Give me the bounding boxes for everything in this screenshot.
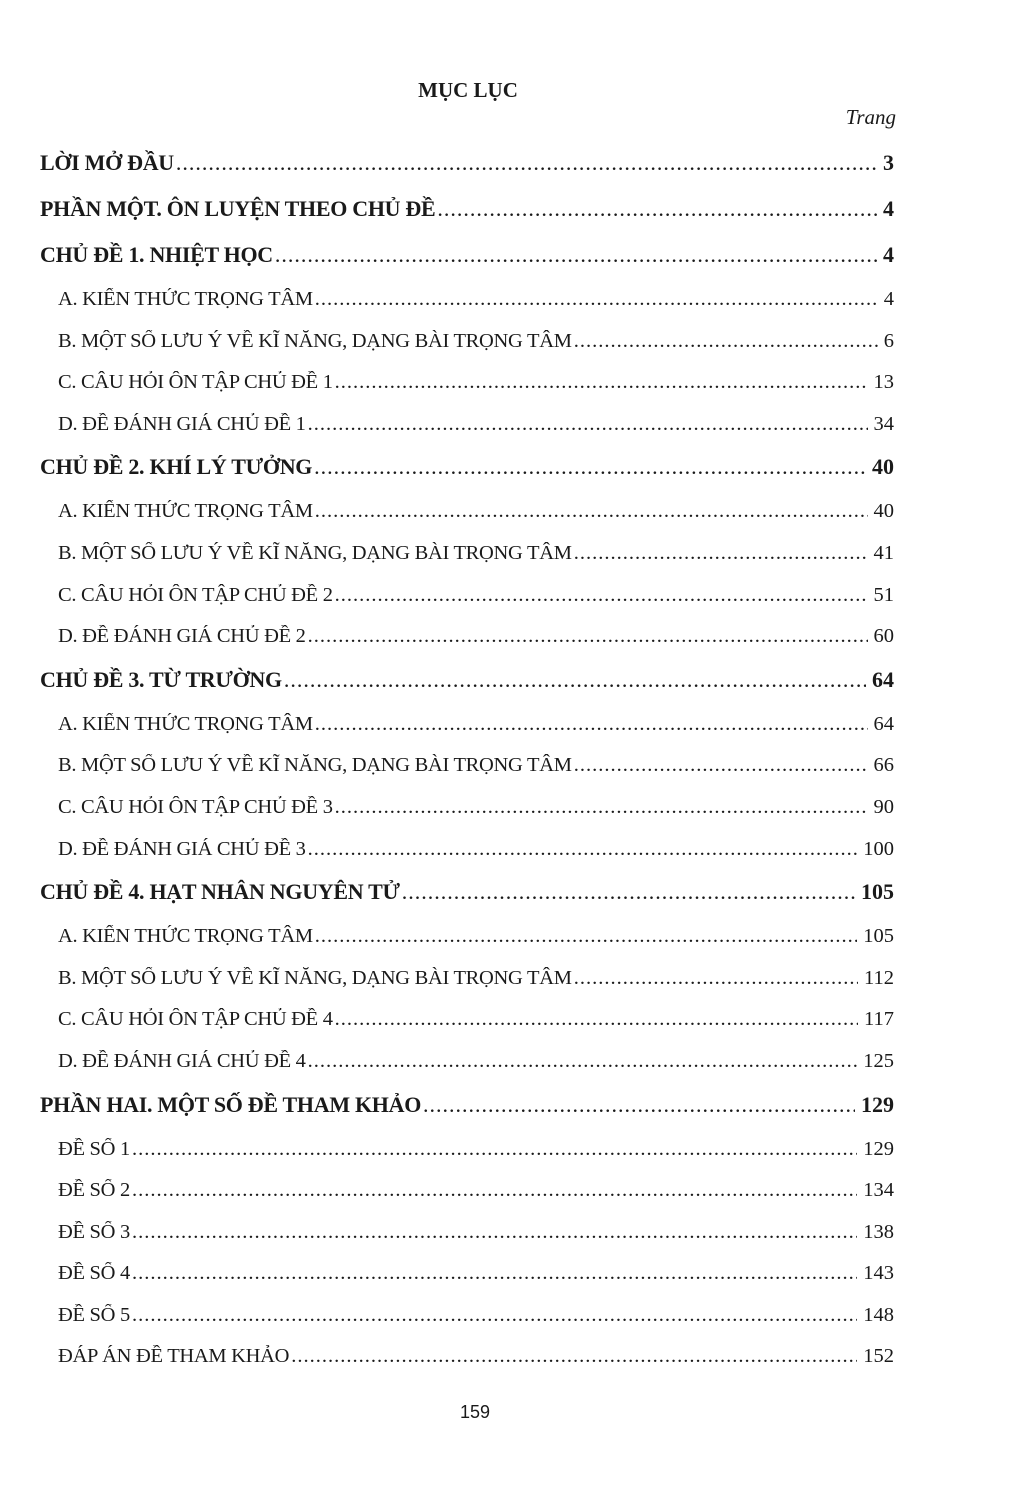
toc-entry-page: 134 (863, 1179, 894, 1202)
toc-entry[interactable] (40, 330, 894, 372)
dot-leader (132, 1304, 857, 1327)
dot-leader (284, 667, 866, 693)
toc-entry[interactable] (40, 584, 894, 626)
dot-leader (314, 454, 866, 480)
toc-entry[interactable] (40, 413, 894, 455)
toc-entry-page: 64 (873, 712, 894, 735)
toc-entry-page: 138 (863, 1220, 894, 1243)
toc-entry-label: D. ĐỀ ĐÁNH GIÁ CHỦ ĐỀ 4 (58, 1049, 306, 1072)
dot-leader (335, 584, 868, 607)
toc-section-entry[interactable] (40, 879, 894, 925)
toc-entry-label: PHẦN MỘT. ÔN LUYỆN THEO CHỦ ĐỀ (40, 196, 436, 221)
toc-entry-label: ĐỀ SỐ 1 (58, 1137, 130, 1160)
toc-entry-label: C. CÂU HỎI ÔN TẬP CHỦ ĐỀ 4 (58, 1008, 333, 1031)
toc-entry-label: CHỦ ĐỀ 3. TỪ TRƯỜNG (40, 666, 282, 692)
toc-entry-page: 112 (864, 966, 894, 989)
toc-entry-label: B. MỘT SỐ LƯU Ý VỀ KĨ NĂNG, DẠNG BÀI TRỌNG TÂM (58, 966, 572, 989)
dot-leader (315, 288, 878, 311)
toc-entry[interactable] (40, 1008, 894, 1050)
toc-entry-page: 129 (861, 1091, 894, 1117)
toc-entry-page: 148 (863, 1303, 894, 1326)
toc-entry-label: PHẦN HAI. MỘT SỐ ĐỀ THAM KHẢO (40, 1091, 422, 1117)
page-number: 159 (459, 1402, 491, 1422)
toc-entry-label: A. KIẾN THỨC TRỌNG TÂM (58, 712, 313, 735)
table-of-contents (40, 150, 894, 1387)
toc-entry-page: 41 (873, 541, 894, 564)
toc-section-entry[interactable] (40, 454, 894, 500)
toc-entry-label: C. CÂU HỎI ÔN TẬP CHỦ ĐỀ 2 (58, 583, 333, 606)
toc-entry-label: A. KIẾN THỨC TRỌNG TÂM (58, 288, 313, 310)
toc-entry-page: 105 (863, 925, 894, 948)
toc-entry-label: ĐỀ SỐ 3 (58, 1220, 130, 1243)
page-title: MỤC LỤC (418, 78, 518, 102)
toc-entry[interactable] (40, 925, 894, 967)
toc-entry-page: 105 (861, 879, 894, 905)
dot-leader (308, 413, 868, 436)
toc-entry-label: ĐÁP ÁN ĐỀ THAM KHẢO (58, 1345, 290, 1368)
toc-entry-label: D. ĐỀ ĐÁNH GIÁ CHỦ ĐỀ 1 (58, 412, 306, 435)
toc-entry-page: 60 (873, 625, 894, 648)
toc-entry[interactable] (40, 1050, 894, 1092)
dot-leader (132, 1138, 857, 1161)
toc-entry-label: ĐỀ SỐ 5 (58, 1303, 130, 1326)
toc-entry-page: 64 (872, 666, 894, 692)
dot-leader (437, 196, 877, 222)
toc-entry-label: CHỦ ĐỀ 2. KHÍ LÝ TƯỞNG (40, 454, 313, 480)
dot-leader (402, 879, 855, 905)
page-column-label: Trang (845, 105, 896, 129)
toc-entry[interactable] (40, 796, 894, 838)
dot-leader (315, 925, 858, 948)
toc-entry-page: 6 (883, 329, 894, 352)
toc-entry-label: ĐỀ SỐ 2 (58, 1179, 130, 1202)
toc-entry[interactable] (40, 542, 894, 584)
toc-entry-label: ĐỀ SỐ 4 (58, 1262, 130, 1285)
toc-section-entry[interactable] (40, 150, 894, 196)
toc-entry-page: 40 (873, 500, 894, 523)
toc-entry[interactable] (40, 1345, 894, 1387)
toc-entry-label: D. ĐỀ ĐÁNH GIÁ CHỦ ĐỀ 3 (58, 837, 306, 860)
toc-entry-page: 152 (863, 1345, 894, 1368)
dot-leader (574, 542, 868, 565)
dot-leader (275, 242, 877, 268)
toc-entry[interactable] (40, 1138, 894, 1180)
toc-entry-label: CHỦ ĐỀ 1. NHIỆT HỌC (40, 242, 273, 267)
toc-entry[interactable] (40, 1179, 894, 1221)
dot-leader (308, 838, 858, 861)
toc-entry[interactable] (40, 713, 894, 755)
toc-entry[interactable] (40, 371, 894, 413)
toc-entry-label: A. KIẾN THỨC TRỌNG TÂM (58, 500, 313, 523)
toc-entry-page: 100 (863, 837, 894, 860)
toc-entry-page: 51 (873, 583, 894, 606)
toc-entry[interactable] (40, 500, 894, 542)
toc-entry-label: LỜI MỞ ĐẦU (40, 150, 174, 175)
toc-entry[interactable] (40, 1304, 894, 1346)
dot-leader (335, 796, 868, 819)
toc-entry[interactable] (40, 967, 894, 1009)
toc-entry-page: 3 (883, 150, 894, 175)
dot-leader (574, 330, 878, 353)
dot-leader (315, 500, 868, 523)
toc-entry[interactable] (40, 625, 894, 667)
dot-leader (132, 1221, 857, 1244)
toc-entry-page: 66 (873, 754, 894, 777)
toc-entry[interactable] (40, 288, 894, 330)
toc-entry-page: 4 (883, 242, 894, 267)
toc-entry-page: 125 (863, 1049, 894, 1072)
toc-entry[interactable] (40, 1221, 894, 1263)
toc-entry[interactable] (40, 754, 894, 796)
dot-leader (132, 1179, 857, 1202)
toc-entry-page: 4 (883, 196, 894, 221)
toc-entry-page: 13 (873, 371, 894, 394)
toc-entry[interactable] (40, 838, 894, 880)
dot-leader (132, 1262, 857, 1285)
toc-entry-label: B. MỘT SỐ LƯU Ý VỀ KĨ NĂNG, DẠNG BÀI TRỌNG TÂM (58, 541, 572, 564)
toc-entry-page: 143 (863, 1262, 894, 1285)
toc-entry-label: B. MỘT SỐ LƯU Ý VỀ KĨ NĂNG, DẠNG BÀI TRỌNG TÂM (58, 754, 572, 777)
toc-entry-page: 4 (883, 288, 894, 310)
toc-entry-page: 117 (864, 1008, 894, 1031)
toc-entry-page: 40 (872, 454, 894, 480)
dot-leader (335, 371, 868, 394)
toc-entry-page: 129 (863, 1137, 894, 1160)
toc-section-entry[interactable] (40, 196, 894, 242)
toc-section-entry[interactable] (40, 242, 894, 288)
dot-leader (315, 713, 868, 736)
toc-entry[interactable] (40, 1262, 894, 1304)
dot-leader (308, 625, 868, 648)
toc-entry-page: 34 (873, 412, 894, 435)
dot-leader (423, 1092, 855, 1118)
dot-leader (291, 1345, 857, 1368)
toc-entry-page: 90 (873, 795, 894, 818)
toc-section-entry[interactable] (40, 1092, 894, 1138)
toc-entry-label: C. CÂU HỎI ÔN TẬP CHỦ ĐỀ 3 (58, 795, 333, 818)
toc-entry-label: CHỦ ĐỀ 4. HẠT NHÂN NGUYÊN TỬ (40, 879, 400, 905)
toc-entry-label: A. KIẾN THỨC TRỌNG TÂM (58, 925, 313, 948)
dot-leader (574, 754, 868, 777)
toc-section-entry[interactable] (40, 667, 894, 713)
dot-leader (574, 967, 858, 990)
dot-leader (335, 1008, 858, 1031)
dot-leader (308, 1050, 858, 1073)
toc-entry-label: D. ĐỀ ĐÁNH GIÁ CHỦ ĐỀ 2 (58, 625, 306, 648)
toc-entry-label: B. MỘT SỐ LƯU Ý VỀ KĨ NĂNG, DẠNG BÀI TRỌNG TÂM (58, 329, 572, 352)
toc-entry-label: C. CÂU HỎI ÔN TẬP CHỦ ĐỀ 1 (58, 371, 333, 394)
dot-leader (176, 150, 877, 176)
